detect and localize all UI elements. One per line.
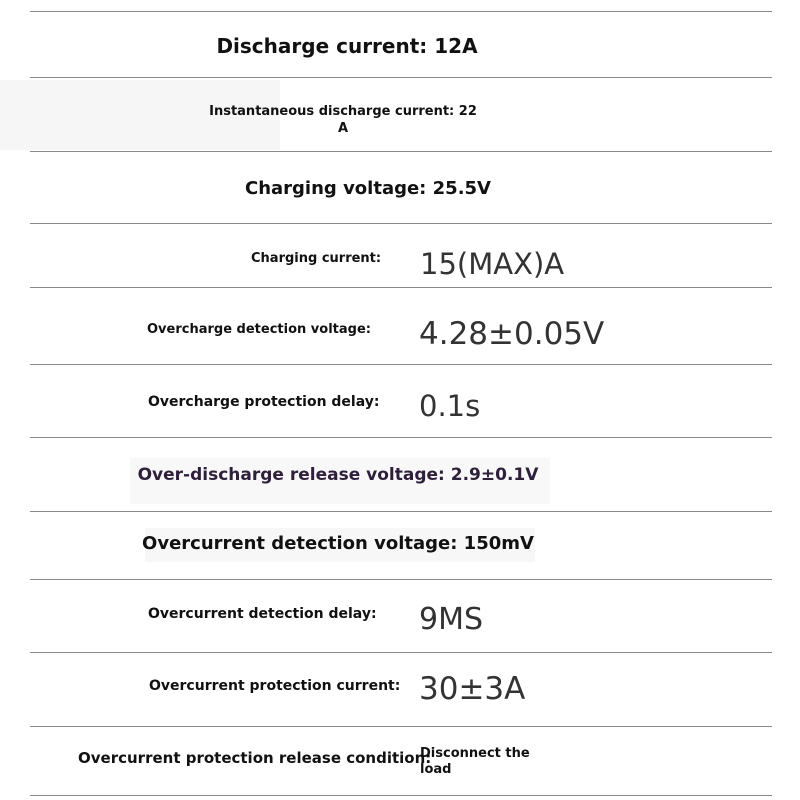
divider [30, 11, 772, 12]
instantaneous-discharge-current-unit: A [337, 121, 349, 136]
divider [30, 795, 772, 796]
divider [30, 287, 772, 288]
overcurrent-protection-current-value: 30±3A [419, 671, 526, 707]
overcharge-protection-delay-value: 0.1s [419, 389, 481, 423]
divider [30, 579, 772, 580]
divider [30, 726, 772, 727]
overcurrent-protection-current-label: Overcurrent protection current: [149, 678, 401, 694]
instantaneous-discharge-current-text: Instantaneous discharge current: 22 [209, 104, 477, 119]
overcurrent-detection-delay-label: Overcurrent detection delay: [148, 606, 377, 622]
charging-current-label: Charging current: [251, 251, 382, 266]
divider [30, 77, 772, 78]
overcharge-detection-voltage-label: Overcharge detection voltage: [147, 322, 371, 337]
overcurrent-detection-delay-value: 9MS [419, 602, 484, 637]
divider [30, 223, 772, 224]
overcurrent-release-condition-value-continued: load [420, 762, 452, 777]
divider [30, 437, 772, 438]
over-discharge-release-voltage-text: Over-discharge release voltage: 2.9±0.1V [137, 465, 539, 485]
charging-voltage-text: Charging voltage: 25.5V [245, 178, 491, 199]
overcharge-protection-delay-label: Overcharge protection delay: [148, 394, 380, 410]
overcurrent-release-condition-value: Disconnect the [420, 746, 530, 761]
overcharge-detection-voltage-value: 4.28±0.05V [419, 316, 605, 352]
divider [30, 364, 772, 365]
divider [30, 652, 772, 653]
divider [30, 511, 772, 512]
charging-current-value: 15(MAX)A [420, 247, 565, 281]
divider [30, 151, 772, 152]
overcurrent-release-condition-label: Overcurrent protection release condition: [78, 749, 432, 767]
overcurrent-detection-voltage-text: Overcurrent detection voltage: 150mV [142, 533, 534, 554]
discharge-current-text: Discharge current: 12A [216, 34, 478, 58]
